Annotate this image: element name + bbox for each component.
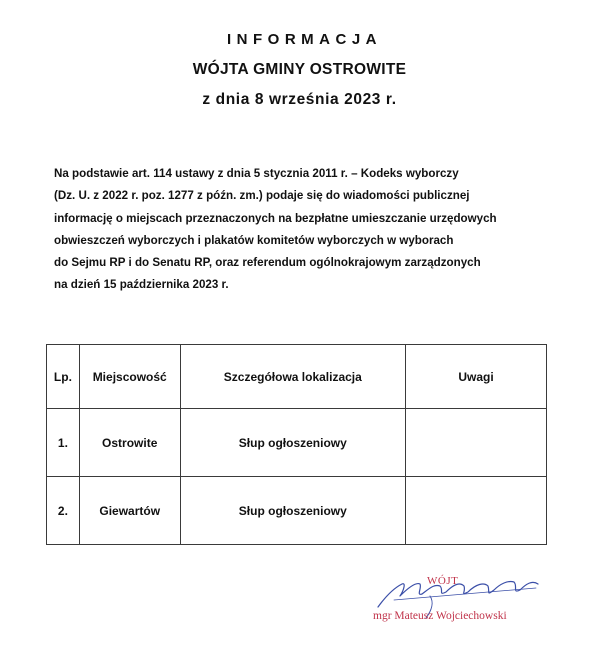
document-title: INFORMACJA — [227, 31, 382, 48]
body-paragraph — [54, 163, 554, 297]
body-line: informację o miejscach przeznaczonych na bezpłatne umieszczanie urzędowych — [54, 211, 497, 225]
body-line: do Sejmu RP i do Senatu RP, oraz referendum ogólnokrajowym zarządzonych — [54, 256, 481, 270]
cell-uwagi — [406, 477, 547, 545]
header-miejscowosc: Miejscowość — [79, 345, 180, 409]
body-line: na dzień 15 października 2023 r. — [54, 278, 229, 292]
header-lokalizacja: Szczegółowa lokalizacja — [180, 345, 405, 409]
stamp-name: mgr Mateusz Wojciechowski — [373, 610, 507, 622]
table-row — [47, 409, 547, 477]
header-uwagi: Uwagi — [406, 345, 547, 409]
body-line: obwieszczeń wyborczych i plakatów komitetów wyborczych w wyborach — [54, 233, 454, 247]
document-issuer: WÓJTA GMINY OSTROWITE — [192, 61, 407, 78]
header-lp: Lp. — [47, 345, 80, 409]
cell-lp: 1. — [47, 409, 80, 477]
cell-miejscowosc: Ostrowite — [79, 409, 180, 477]
stamp-title: WÓJT — [427, 575, 459, 587]
locations-table — [46, 344, 547, 545]
cell-uwagi — [406, 409, 547, 477]
handwritten-signature — [360, 566, 560, 636]
body-line: (Dz. U. z 2022 r. poz. 1277 z późn. zm.) podaje się do wiadomości publicznej — [54, 189, 470, 203]
body-line: Na podstawie art. 114 ustawy z dnia 5 stycznia 2011 r. – Kodeks wyborczy — [54, 167, 459, 180]
cell-lokalizacja: Słup ogłoszeniowy — [180, 409, 405, 477]
cell-lokalizacja: Słup ogłoszeniowy — [180, 477, 405, 545]
table-row — [47, 477, 547, 545]
signature-block — [360, 566, 560, 636]
document-date: z dnia 8 września 2023 r. — [202, 91, 397, 108]
cell-miejscowosc: Giewartów — [79, 477, 180, 545]
cell-lp: 2. — [47, 477, 80, 545]
table-header-row — [47, 345, 547, 409]
